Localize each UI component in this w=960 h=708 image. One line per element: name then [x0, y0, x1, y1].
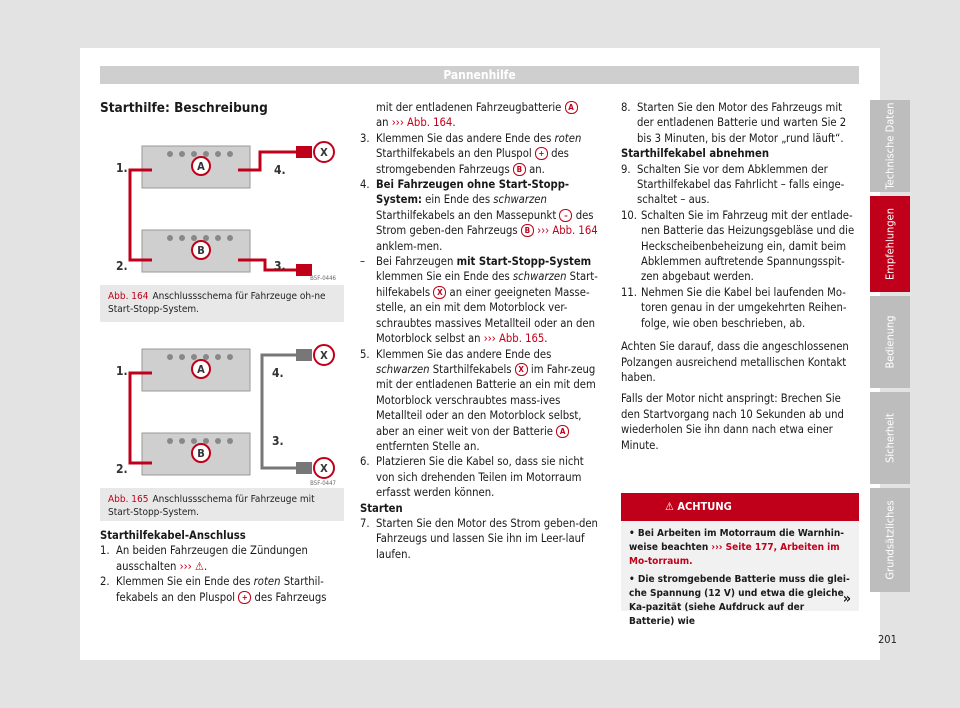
tab-technische-daten[interactable]: Technische Daten	[870, 100, 910, 192]
list-item-9: 9. Schalten Sie vor dem Abklemmen der Starthilfekabel das Fahrlicht – falls einge-schaltet – aus.	[621, 162, 845, 207]
label-4: 4.	[274, 163, 286, 177]
label-B: B	[197, 244, 205, 257]
column-1-text	[100, 528, 346, 605]
svg-text:3.: 3.	[272, 434, 284, 448]
svg-text:1.: 1.	[116, 364, 128, 378]
svg-text:A: A	[197, 363, 205, 376]
column-3-text	[621, 100, 861, 453]
link-abb-165[interactable]: Abb. 165	[499, 332, 545, 346]
subheading-abnehmen: Starthilfekabel abnehmen	[621, 147, 769, 161]
svg-text:4.: 4.	[272, 366, 284, 380]
label-3: 3.	[274, 259, 286, 273]
list-item-3: 3. Klemmen Sie das andere Ende des roten Starthilfekabels an den Pluspol + des stromgebenden Fahrzeugs B an.	[360, 131, 582, 176]
list-item-1: 1. An beiden Fahrzeugen die Zündungen ausschalten ››› ⚠.	[100, 544, 308, 573]
plus-badge: +	[238, 591, 251, 604]
figure-number: Abb. 164	[108, 291, 149, 302]
list-item-5: 5. Klemmen Sie das andere Ende des schwarzen Starthilfekabels X im Fahr-zeug mit der entladenen Batterie an ein mit dem Motorblock verschraubtes mass-ives Metallteil oder an den Motorblock selbst, aber an einer weit von der Batterie A entfernten Stelle an.	[360, 347, 596, 453]
figure-code: B5F-0446	[310, 275, 336, 282]
continue-marker: »	[842, 591, 851, 607]
tab-empfehlungen[interactable]: Empfehlungen	[870, 196, 910, 292]
figure-caption: Abb. 165 Anschlussschema für Fahrzeuge mit Start-Stopp-System.	[108, 494, 315, 518]
figure-165	[100, 333, 344, 521]
tab-sicherheit[interactable]: Sicherheit	[870, 392, 910, 484]
page-number: 201	[878, 633, 897, 646]
link-abb-164[interactable]: Abb. 164	[407, 116, 453, 130]
tab-grundsaetzliches[interactable]: Grundsätzliches	[870, 488, 910, 592]
svg-text:X: X	[320, 349, 328, 362]
section-title: Starthilfe: Beschreibung	[100, 100, 268, 116]
paragraph-contact: Achten Sie darauf, dass die angeschlossenen Polzangen ausreichend metallischen Kontakt haben.	[621, 340, 849, 384]
list-item-6: 6. Platzieren Sie die Kabel so, dass sie nicht von sich drehenden Teilen im Motorraum erfasst werden können.	[360, 455, 584, 500]
svg-text:B5F-0447: B5F-0447	[310, 480, 336, 487]
wiring-diagram-165	[100, 333, 344, 488]
list-item-8: 8. Starten Sie den Motor des Fahrzeugs mit der entladenen Batterie und warten Sie 2 bis 3 Minuten, bis der Motor „rund läuft“.	[621, 101, 847, 145]
figure-number: Abb. 165	[108, 494, 149, 505]
warning-bullet-1: • Bei Arbeiten im Motorraum die Warnhin-weise beachten ››› Seite 177, Arbeiten im Mo-torraum.	[629, 528, 844, 567]
wiring-diagram-164	[100, 130, 344, 285]
figure-164	[100, 130, 344, 322]
tab-bedienung[interactable]: Bedienung	[870, 296, 910, 388]
label-2: 2.	[116, 259, 128, 273]
warning-box	[621, 493, 859, 627]
list-item-4: 4. Bei Fahrzeugen ohne Start-Stopp-System: ein Ende des schwarzen Starthilfekabels an den Massepunkt – des Strom geben-den Fahrzeugs B ››› Abb. 164 anklem-men.	[360, 178, 598, 253]
list-item-7: 7. Starten Sie den Motor des Strom geben-den Fahrzeugs und lassen Sie ihn im Leer-lauf laufen.	[360, 516, 598, 561]
figure-caption: Abb. 164 Anschlussschema für Fahrzeuge oh-ne Start-Stopp-System.	[108, 291, 326, 315]
warning-icon: ⚠	[665, 500, 674, 513]
svg-text:X: X	[320, 462, 328, 475]
subheading-anschluss: Starthilfekabel-Anschluss	[100, 529, 246, 542]
subheading-starten: Starten	[360, 501, 403, 515]
svg-text:2.: 2.	[116, 462, 128, 476]
paragraph-retry: Falls der Motor nicht anspringt: Brechen Sie den Startvorgang nach 10 Sekunden ab und wiederholen Sie ihn dann nach etwa einer Minute.	[621, 392, 844, 452]
label-1: 1.	[116, 161, 128, 175]
column-2-text: mit der entladenen Fahrzeugbatterie A an ››› Abb. 164. 3. Klemmen Sie das andere Ende des roten Starthilfekabels an den Pluspol + des stromgebenden Fahrzeugs B an. 4. Bei Fahrzeugen ohne Start-Stopp-System: ein Ende des schwarzen Starthilfekabels an den Massepunkt – des Strom geben-den Fahrzeugs B ››› Abb. 164 anklem-men. – Bei Fahrzeugen mit Start-Stopp-System klemmen Sie ein Ende des schwarzen Start-hilfekabels X an einer geeigneten Masse-stelle, an ein mit dem Motorblock ver-schraubtes massives Metallteil oder an den Motorblock selbst an ››› Abb. 165. 5. Klemmen Sie das andere Ende des schwarzen Starthilfekabels X im Fahr-zeug mit der entladenen Batterie an ein mit dem Motorblock verschraubtes mass-ives Metallteil oder an den Motorblock selbst, aber an einer weit von der Batterie A entfernten Stelle an. 6. Platzieren Sie die Kabel so, dass sie nicht von sich drehenden Teilen im Motorraum erfasst werden können. Starten 7. Starten Sie den Motor des Strom geben-den Fahrzeugs und lassen Sie ihn im Leer-lauf laufen.	[360, 100, 604, 562]
warning-header: ⚠ ACHTUNG	[621, 493, 859, 521]
list-item-11: 11. Nehmen Sie die Kabel bei laufenden Mo-toren genau in der umgekehrten Reihen-folge, wie oben beschrieben, ab.	[621, 285, 847, 330]
running-header: Pannenhilfe	[100, 66, 859, 84]
label-X: X	[320, 146, 328, 159]
list-item-2: 2. Klemmen Sie ein Ende des roten Starthil-fekabels an den Pluspol + des Fahrzeugs	[100, 575, 327, 604]
label-A: A	[197, 160, 205, 173]
warning-bullet-2: • Die stromgebende Batterie muss die glei-che Spannung (12 V) und etwa die gleiche Ka-pazität (siehe Aufdruck auf der Batterie) wie	[629, 574, 850, 627]
link-seite-177[interactable]: Seite 177, Arbeiten im Mo-torraum.	[629, 542, 840, 567]
svg-text:B: B	[197, 447, 205, 460]
dash-item: – Bei Fahrzeugen mit Start-Stopp-System klemmen Sie ein Ende des schwarzen Start-hilfekabels X an einer geeigneten Masse-stelle, an ein mit dem Motorblock ver-schraubtes massives Metallteil oder an den Motorblock selbst an ››› Abb. 165.	[360, 255, 598, 346]
list-item-10: 10. Schalten Sie im Fahrzeug mit der entlade-nen Batterie das Heizungsgebläse und die Heckscheibenbeheizung ein, damit beim Abklemmen auftretende Spannungsspit-zen abgebaut werden.	[621, 208, 855, 284]
